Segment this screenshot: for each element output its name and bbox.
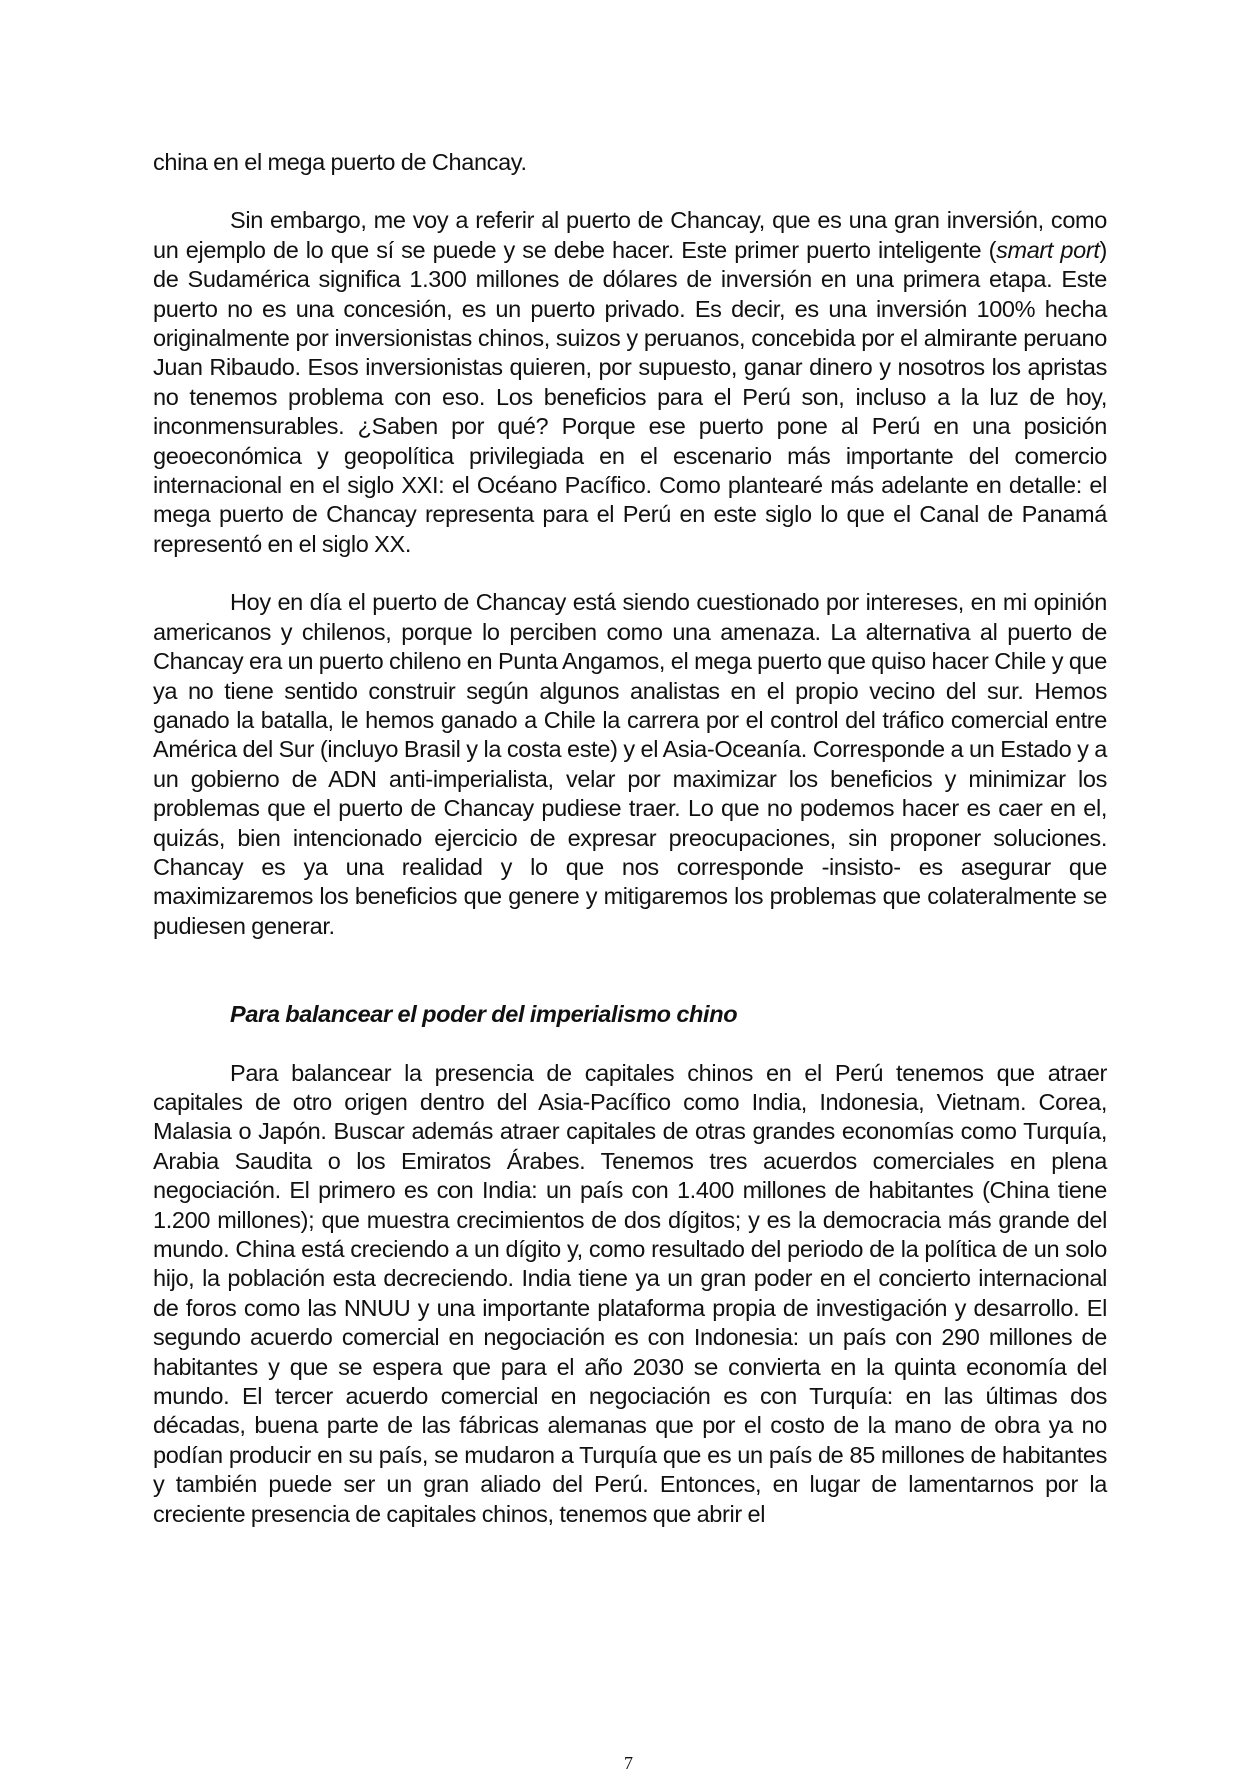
page-number: 7 — [624, 1753, 633, 1773]
section-heading: Para balancear el poder del imperialismo chino — [230, 1001, 738, 1028]
smart-port-term: smart port — [996, 236, 1100, 263]
paragraph-intro-fragment: china en el mega puerto de Chancay. — [153, 149, 527, 175]
page-body — [153, 148, 1107, 1529]
paragraph-chancay-part-2: ) de Sudamérica significa 1.300 millones de dólares de inversión en una primera etapa. Este puerto no es una concesión, es un puerto privado. Es decir, es una inversión 100% hecha originalmente por inversionistas chinos, suizos y peruanos, concebida por el almirante peruano Juan Ribaudo. Esos inversionistas quieren, por supuesto, ganar dinero y nosotros los apristas no tenemos problema con eso. Los beneficios para el Perú son, incluso a la luz de hoy, inconmensurables. ¿Saben por qué? Porque ese puerto pone al Perú en una posición geoeconómica y geopolítica privilegiada en el escenario más importante del comercio internacional en el siglo XXI: el Océano Pacífico. Como plantearé más adelante en detalle: el mega puerto de Chancay representa para el Perú en este siglo lo que el Canal de Panamá representó en el siglo XX. — [153, 236, 1108, 557]
paragraph-balance: Para balancear la presencia de capitales chinos en el Perú tenemos que atraer capitales de otro origen dentro del Asia-Pacífico como India, Indonesia, Vietnam. Corea, Malasia o Japón. Buscar además atraer capitales de otras grandes economías como Turquía, Arabia Saudita o los Emiratos Árabes. Tenemos tres acuerdos comerciales en plena negociación. El primero es con India: un país con 1.400 millones de habitantes (China tiene 1.200 millones); que muestra crecimientos de dos dígitos; y es la democracia más grande del mundo. China está creciendo a un dígito y, como resultado del periodo de la política de un solo hijo, la población esta decreciendo. India tiene ya un gran poder en el concierto internacional de foros como las NNUU y una importante plataforma propia de investigación y desarrollo. El segundo acuerdo comercial en negociación es con Indonesia: un país con 290 millones de habitantes y que se espera que para el año 2030 se convierta en la quinta economía del mundo. El tercer acuerdo comercial en negociación es con Turquía: en las últimas dos décadas, buena parte de las fábricas alemanas que por el costo de la mano de obra ya no podían producir en su país, se mudaron a Turquía que es un país de 85 millones de habitantes y también puede ser un gran aliado del Perú. Entonces, en lugar de lamentarnos por la creciente presencia de capitales chinos, tenemos que abrir el — [153, 1059, 1107, 1527]
paragraph-chancay-part-1: Sin embargo, me voy a referir al puerto de Chancay, que es una gran inversión, como un ejemplo de lo que sí se puede y se debe hacer. Este primer puerto inteligente ( — [153, 207, 1107, 263]
paragraph-chancay — [153, 206, 1107, 559]
paragraph-questioned: Hoy en día el puerto de Chancay está siendo cuestionado por intereses, en mi opinión americanos y chilenos, porque lo perciben como una amenaza. La alternativa al puerto de Chancay era un puerto chileno en Punta Angamos, el mega puerto que quiso hacer Chile y que ya no tiene sentido construir según algunos analistas en el propio vecino del sur. Hemos ganado la batalla, le hemos ganado a Chile la carrera por el control del tráfico comercial entre América del Sur (incluyo Brasil y la costa este) y el Asia-Oceanía. Corresponde a un Estado y a un gobierno de ADN anti-imperialista, velar por maximizar los beneficios y minimizar los problemas que el puerto de Chancay pudiese traer. Lo que no podemos hacer es caer en el, quizás, bien intencionado ejercicio de expresar preocupaciones, sin proponer soluciones. Chancay es ya una realidad y lo que nos corresponde -insisto- es asegurar que maximizaremos los beneficios que genere y mitigaremos los problemas que colateralmente se pudiesen generar. — [153, 589, 1107, 939]
